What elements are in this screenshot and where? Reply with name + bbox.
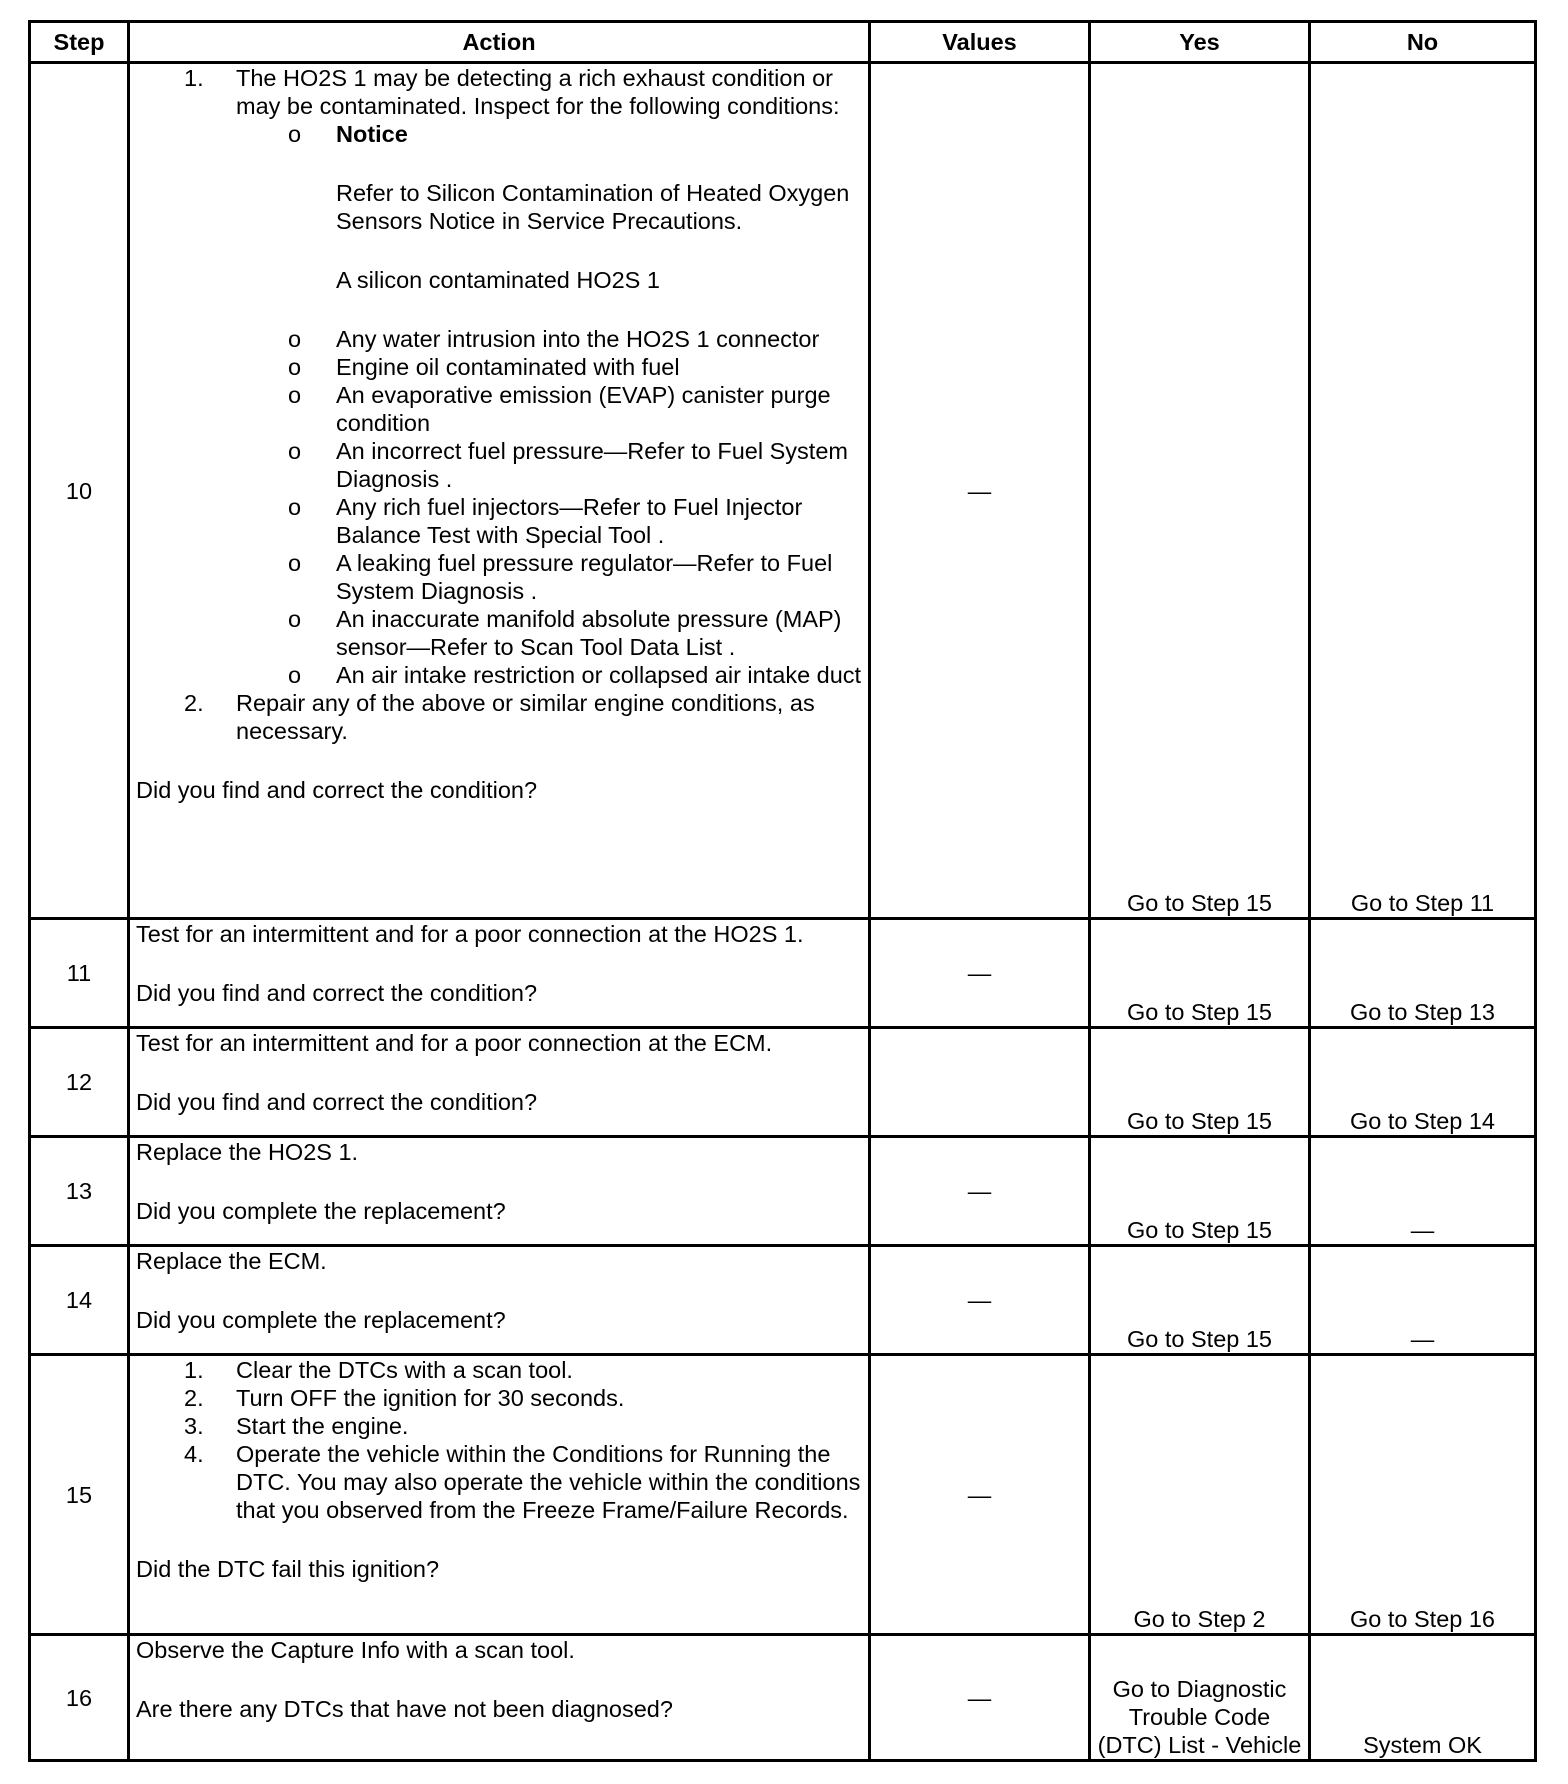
bullet-icon: o (288, 494, 302, 520)
step-number: 15 (30, 1355, 129, 1635)
notice-sub: A silicon contaminated HO2S 1 (336, 267, 660, 293)
header-yes: Yes (1090, 22, 1310, 63)
notice-title: Notice (336, 121, 408, 147)
step-row-14 (30, 1246, 1536, 1355)
step-row-16 (30, 1635, 1536, 1761)
step-number: 11 (30, 919, 129, 1028)
yes-cell: Go to Step 15 (1090, 1028, 1310, 1137)
no-cell: — (1310, 1137, 1536, 1246)
action-text: Replace the HO2S 1. (136, 1139, 359, 1165)
step-row-11 (30, 919, 1536, 1028)
step-num: 3. (184, 1413, 204, 1439)
condition-item (288, 605, 862, 661)
no-cell: Go to Step 11 (1310, 63, 1536, 919)
step-text: Start the engine. (236, 1413, 409, 1439)
action-step (184, 1412, 862, 1440)
action-cell (129, 1246, 870, 1355)
step-text: Turn OFF the ignition for 30 seconds. (236, 1385, 625, 1411)
action-cell (129, 1355, 870, 1635)
action-cell (129, 919, 870, 1028)
condition-text: An incorrect fuel pressure—Refer to Fuel System Diagnosis . (336, 438, 848, 492)
bullet-icon: o (288, 326, 302, 352)
action-step (184, 1440, 862, 1524)
step-num: 4. (184, 1441, 204, 1467)
step-number: 16 (30, 1635, 129, 1761)
step-question: Are there any DTCs that have not been diagnosed? (136, 1696, 673, 1722)
action-step (184, 1384, 862, 1412)
values-cell (870, 1028, 1090, 1137)
step-row-15 (30, 1355, 1536, 1635)
yes-cell: Go to Step 15 (1090, 1137, 1310, 1246)
no-cell: Go to Step 13 (1310, 919, 1536, 1028)
step-question: Did you complete the replacement? (136, 1198, 506, 1224)
step-num: 2. (184, 690, 204, 716)
action-cell (129, 1028, 870, 1137)
condition-item (288, 381, 862, 437)
action-step (184, 64, 862, 689)
action-text: Test for an intermittent and for a poor connection at the HO2S 1. (136, 921, 804, 947)
header-step: Step (30, 22, 129, 63)
yes-cell: Go to Step 2 (1090, 1355, 1310, 1635)
condition-item (288, 549, 862, 605)
condition-item (288, 493, 862, 549)
notice-item (288, 120, 862, 294)
action-step (184, 1356, 862, 1384)
condition-list (236, 120, 862, 689)
yes-cell: Go to Step 15 (1090, 919, 1310, 1028)
step-number: 13 (30, 1137, 129, 1246)
values-cell: — (870, 1246, 1090, 1355)
action-steps (136, 64, 862, 745)
condition-text: An air intake restriction or collapsed air intake duct (336, 662, 862, 688)
step-question: Did you find and correct the condition? (136, 1089, 538, 1115)
action-text: Test for an intermittent and for a poor connection at the ECM. (136, 1030, 773, 1056)
bullet-icon: o (288, 662, 302, 688)
no-cell: Go to Step 16 (1310, 1355, 1536, 1635)
condition-text: Any water intrusion into the HO2S 1 connector (336, 326, 820, 352)
bullet-icon: o (288, 121, 302, 147)
condition-text: An inaccurate manifold absolute pressure (MAP) sensor—Refer to Scan Tool Data List . (336, 606, 842, 660)
header-row (30, 22, 1536, 63)
values-cell: — (870, 1355, 1090, 1635)
yes-cell: Go to Diagnostic Trouble Code (DTC) List - Vehicle (1090, 1635, 1310, 1761)
step-text: Clear the DTCs with a scan tool. (236, 1357, 573, 1383)
step-num: 2. (184, 1385, 204, 1411)
yes-cell: Go to Step 15 (1090, 1246, 1310, 1355)
header-no: No (1310, 22, 1536, 63)
bullet-icon: o (288, 382, 302, 408)
step-num: 1. (184, 65, 204, 91)
step-text: Operate the vehicle within the Conditions for Running the DTC. You may also operate the vehicle within the conditions that you observed from the Freeze Frame/Failure Records. (236, 1441, 861, 1523)
bullet-icon: o (288, 354, 302, 380)
step-number: 12 (30, 1028, 129, 1137)
step-row-12 (30, 1028, 1536, 1137)
step-row-10 (30, 63, 1536, 919)
condition-text: A leaking fuel pressure regulator—Refer to Fuel System Diagnosis . (336, 550, 833, 604)
notice-text: Refer to Silicon Contamination of Heated Oxygen Sensors Notice in Service Precautions. (336, 180, 850, 234)
header-values: Values (870, 22, 1090, 63)
diagnostic-table (28, 20, 1537, 1762)
no-cell: System OK (1310, 1635, 1536, 1761)
condition-item (288, 661, 862, 689)
values-cell: — (870, 63, 1090, 919)
step-question: Did you find and correct the condition? (136, 777, 538, 803)
action-cell (129, 1137, 870, 1246)
condition-text: Engine oil contaminated with fuel (336, 354, 680, 380)
action-steps (136, 1356, 862, 1524)
step-question: Did you find and correct the condition? (136, 980, 538, 1006)
bullet-icon: o (288, 438, 302, 464)
step-question: Did the DTC fail this ignition? (136, 1556, 440, 1582)
step-text: Repair any of the above or similar engine conditions, as necessary. (236, 690, 815, 744)
condition-item (288, 353, 862, 381)
step-text: The HO2S 1 may be detecting a rich exhaust condition or may be contaminated. Inspect for the following conditions: (236, 65, 840, 119)
action-step (184, 689, 862, 745)
values-cell: — (870, 919, 1090, 1028)
condition-item (288, 437, 862, 493)
header-action: Action (129, 22, 870, 63)
yes-cell: Go to Step 15 (1090, 63, 1310, 919)
action-cell (129, 1635, 870, 1761)
step-question: Did you complete the replacement? (136, 1307, 506, 1333)
step-number: 14 (30, 1246, 129, 1355)
bullet-icon: o (288, 550, 302, 576)
action-text: Observe the Capture Info with a scan tool. (136, 1637, 575, 1663)
action-cell (129, 63, 870, 919)
no-cell: Go to Step 14 (1310, 1028, 1536, 1137)
condition-text: An evaporative emission (EVAP) canister purge condition (336, 382, 831, 436)
bullet-icon: o (288, 606, 302, 632)
condition-item (288, 325, 862, 353)
condition-text: Any rich fuel injectors—Refer to Fuel Injector Balance Test with Special Tool . (336, 494, 803, 548)
action-text: Replace the ECM. (136, 1248, 327, 1274)
values-cell: — (870, 1635, 1090, 1761)
step-num: 1. (184, 1357, 204, 1383)
step-number: 10 (30, 63, 129, 919)
values-cell: — (870, 1137, 1090, 1246)
no-cell: — (1310, 1246, 1536, 1355)
step-row-13 (30, 1137, 1536, 1246)
